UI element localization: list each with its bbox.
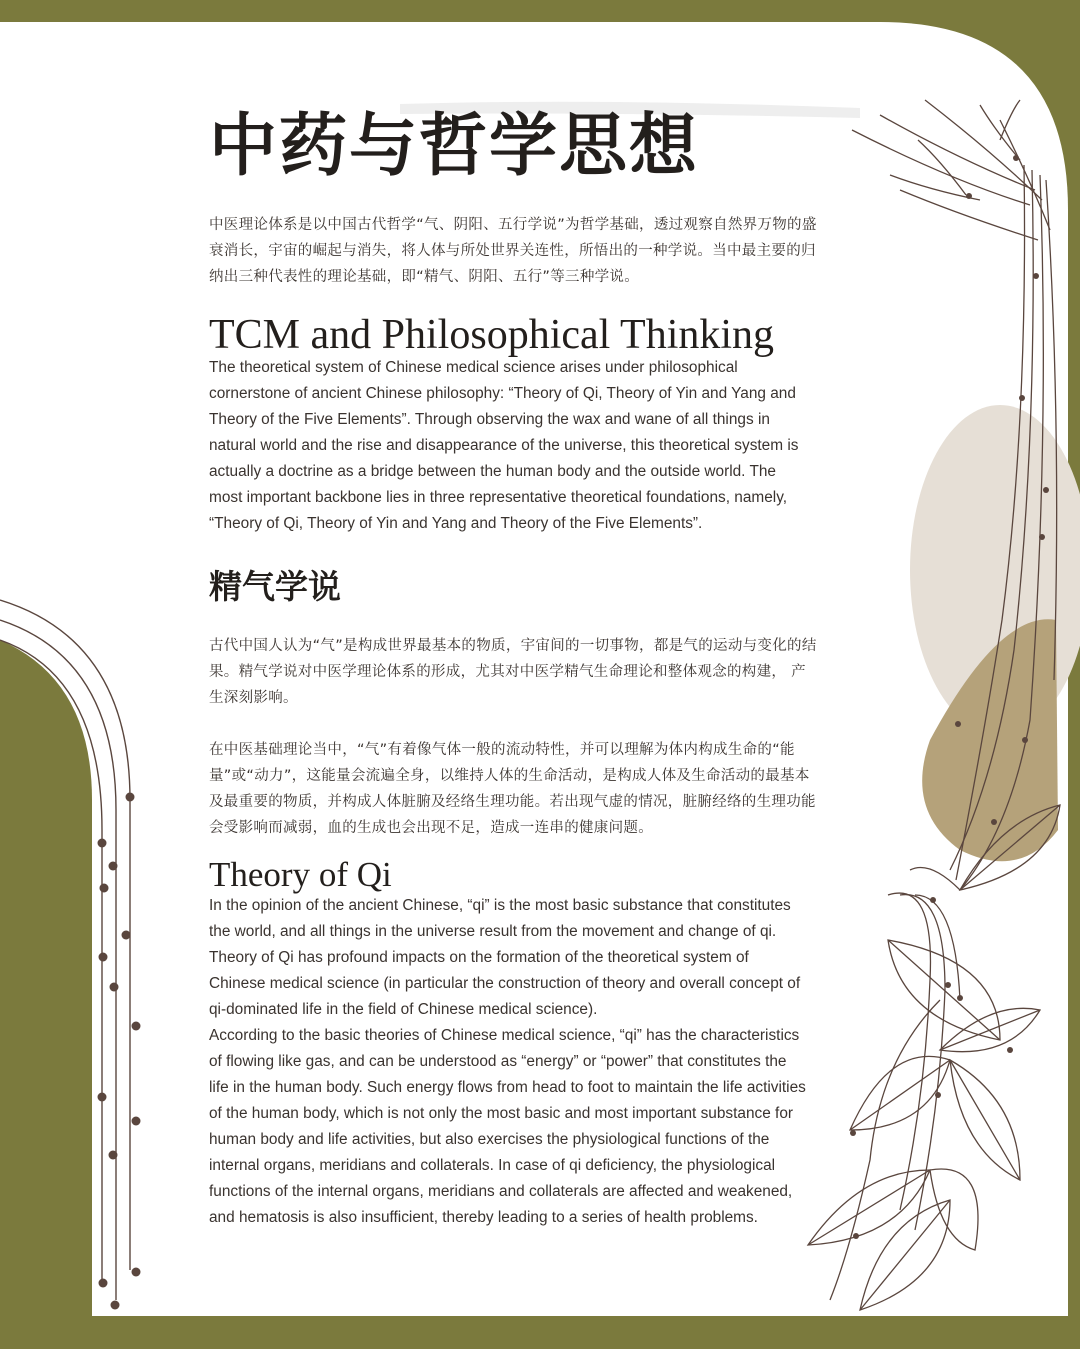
- section-en-para-1: In the opinion of the ancient Chinese, “qi” is the most basic substance that constitutes the world, and all things in the universe result from the movement and change of qi. Theory of Qi has profound impacts on the formation of the theoretical system of Chinese medical science (in particular the construction of theory and overall concept of qi-dominated life in the field of Chinese medical science).: [209, 897, 801, 1018]
- page-title-cn: 中药与哲学思想: [209, 106, 700, 186]
- section-heading-cn: 精气学说: [209, 567, 341, 606]
- section-en-para-2: According to the basic theories of Chinese medical science, “qi” has the characteristics of flowing like gas, and can be understood as “energy” or “power” that constitutes the life in the human body. Such energy flows from head to foot to maintain the life activities of the human body, which is not only the most basic and most important substance for human body and life activities, but also exercises the physiological functions of the internal organs, meridians and collaterals. In case of qi deficiency, the physiological functions of the internal organs, meridians and collaterals are affected and weakened, and hematosis is also insufficient, thereby leading to a series of health problems.: [209, 1027, 806, 1226]
- section-cn-para-1: 古代中国人认为“气”是构成世界最基本的物质，宇宙间的一切事物，都是气的运动与变化的结果。精气学说对中医学理论体系的形成，尤其对中医学精气生命理论和整体观念的构建， 产生深刻影响。: [209, 638, 817, 706]
- section-cn-para-2: 在中医基础理论当中，“气”有着像气体一般的流动特性，并可以理解为体内构成生命的“能量”或“动力”，这能量会流遍全身，以维持人体的生命活动，是构成人体及生命活动的最基本及最重要的物质，并构成人体脏腑及经络生理功能。若出现气虚的情况，脏腑经络的生理功能会受影响而减弱，血的生成也会出现不足，造成一连串的健康问题。: [209, 742, 816, 836]
- section-heading-en: Theory of Qi: [209, 855, 392, 894]
- olive-arch: [0, 640, 92, 1316]
- intro-en: The theoretical system of Chinese medical science arises under philosophical cornerstone of ancient Chinese philosophy: “Theory of Qi, Theory of Yin and Yang and Theory of the Five Elements”. Through observing the wax and wane of all things in natural world and the rise and disappearance of the universe, this theoretical system is actually a doctrine as a bridge between the human body and the outside world. The most important backbone lies in three representative theoretical foundations, namely, “Theory of Qi, Theory of Yin and Yang and Theory of the Five Elements”.: [209, 359, 799, 532]
- intro-cn: [209, 212, 819, 290]
- page-title-en: TCM and Philosophical Thinking: [209, 312, 775, 358]
- intro-cn-text: 中医理论体系是以中国古代哲学“气、阴阳、五行学说”为哲学基础，透过观察自然界万物的盛衰消长，宇宙的崛起与消失，将人体与所处世界关连性，所悟出的一种学说。当中最主要的归纳出三种代表性的理论基础，即“精气、阴阳、五行”等三种学说。: [209, 217, 817, 285]
